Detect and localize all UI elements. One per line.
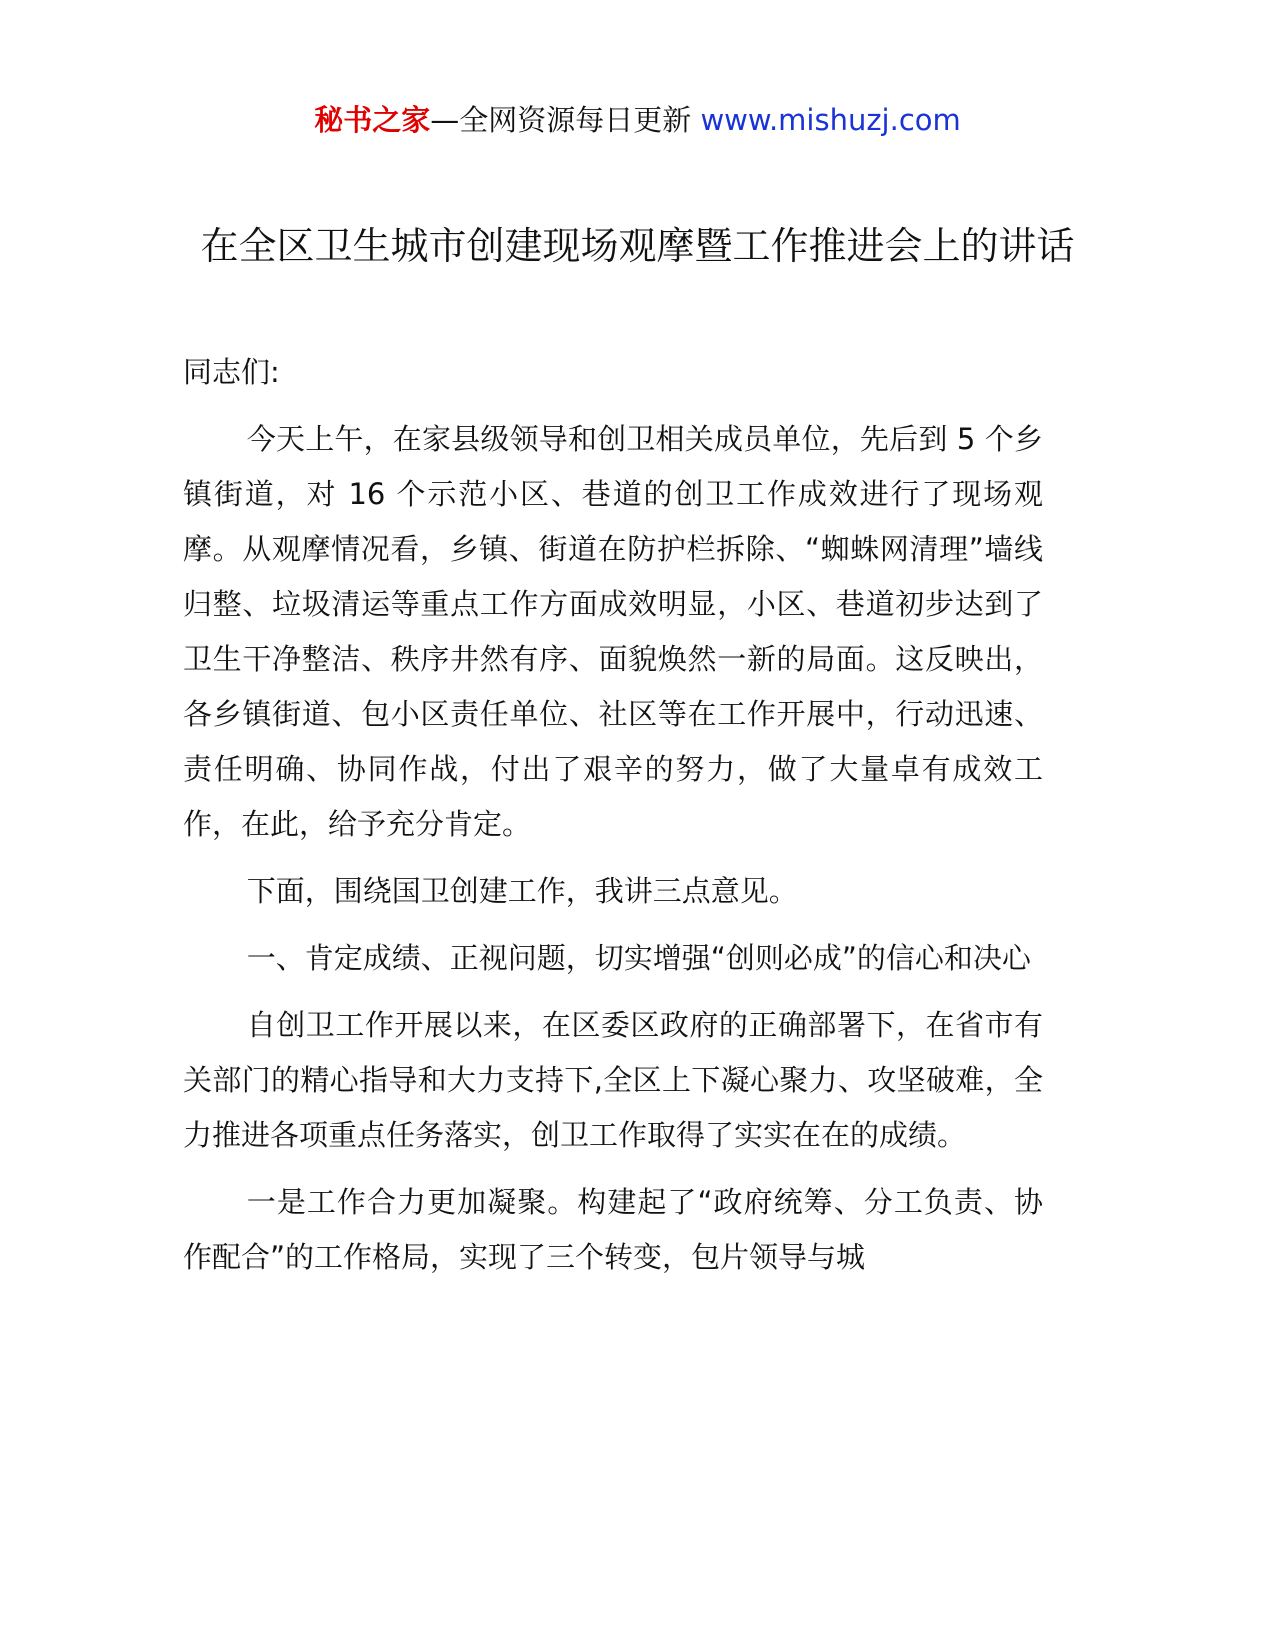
paragraph: 今天上午，在家县级领导和创卫相关成员单位，先后到 5 个乡镇街道，对 16 个示范小区、巷道的创卫工作成效进行了现场观摩。从观摩情况看，乡镇、街道在防护栏拆除、“蜘蛛网清理”墙线归整、垃圾清运等重点工作方面成效明显，小区、巷道初步达到了卫生干净整洁、秩序井然有序、面貌焕然一新的局面。这反映出，各乡镇街道、包小区责任单位、社区等在工作开展中，行动迅速、责任明确、协同作战，付出了艰辛的努力，做了大量卓有成效工作，在此，给予充分肯定。	[183, 422, 1043, 841]
document-title: 在全区卫生城市创建现场观摩暨工作推进会上的讲话	[200, 224, 1075, 268]
site-header	[0, 98, 1275, 142]
paragraph: 自创卫工作开展以来，在区委区政府的正确部署下，在省市有关部门的精心指导和大力支持下,全区上下凝心聚力、攻坚破难，全力推进各项重点任务落实，创卫工作取得了实实在在的成绩。	[183, 1008, 1043, 1152]
paragraph: 一是工作合力更加凝聚。构建起了“政府统筹、分工负责、协作配合”的工作格局，实现了三个转变，包片领导与城	[183, 1185, 1043, 1274]
header-tagline: —全网资源每日更新	[430, 103, 692, 137]
section-heading: 一、肯定成绩、正视问题，切实增强“创则必成”的信心和决心	[246, 941, 1031, 975]
site-url-link[interactable]: www.mishuzj.com	[700, 103, 961, 137]
document-body	[183, 345, 1043, 1297]
paragraph: 下面，围绕国卫创建工作，我讲三点意见。	[246, 874, 798, 908]
salutation: 同志们:	[183, 355, 280, 389]
brand-name: 秘书之家	[314, 103, 431, 137]
